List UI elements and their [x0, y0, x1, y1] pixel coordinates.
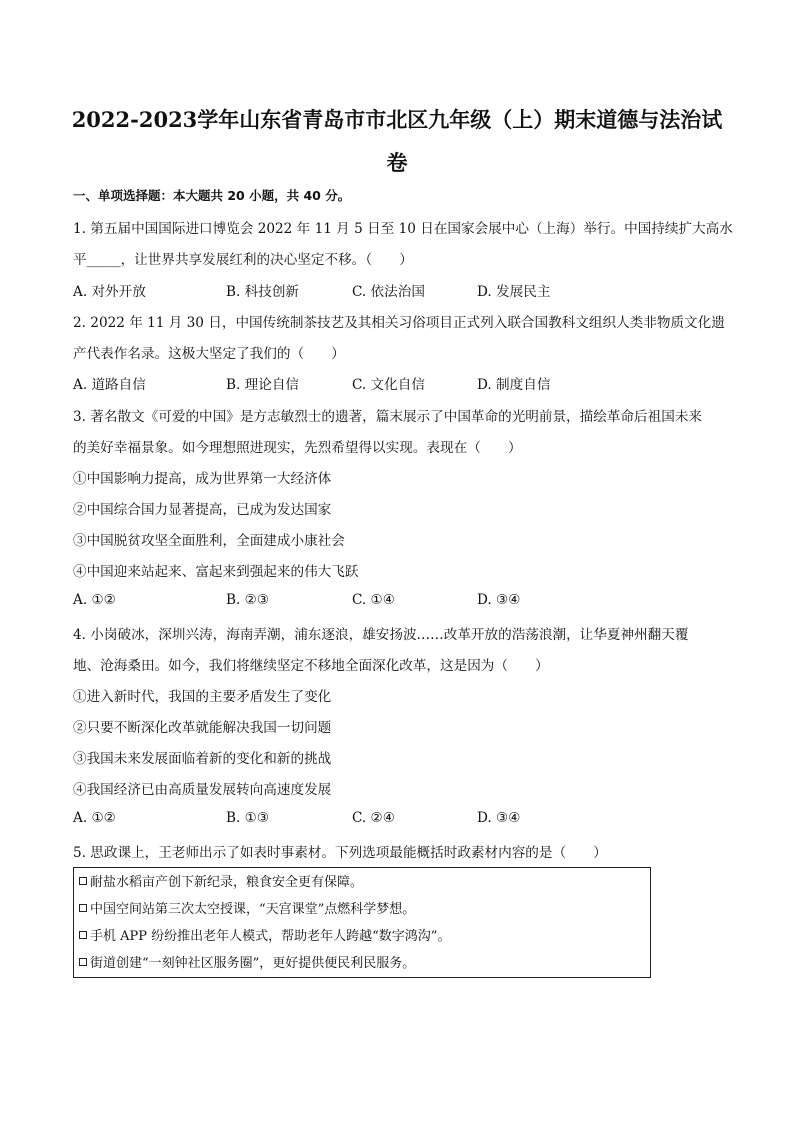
q5-line-1: 5. 思政课上，王老师出示了如表时事素材。下列选项最能概括时政素材内容的是（ ）: [73, 845, 607, 861]
q4-option-a[interactable]: A. ①②: [73, 810, 116, 826]
q3-item-2: ②中国综合国力显著提高，已成为发达国家: [73, 502, 332, 518]
q4-item-1: ①进入新时代，我国的主要矛盾发生了变化: [73, 689, 332, 705]
q2-line-1: 2. 2022 年 11 月 30 日，中国传统制茶技艺及其相关习俗项目正式列入联合国教科文组织人类非物质文化遗: [73, 315, 725, 331]
q1-option-b[interactable]: B. 科技创新: [226, 284, 300, 300]
q3-item-1: ①中国影响力提高，成为世界第一大经济体: [73, 471, 332, 487]
q3-option-c[interactable]: C. ①④: [352, 592, 395, 608]
q2-option-d[interactable]: D. 制度自信: [477, 377, 551, 393]
q4-item-4: ④我国经济已由高质量发展转向高速度发展: [73, 782, 332, 798]
q3-line-1: 3. 著名散文《可爱的中国》是方志敏烈士的遗著，篇末展示了中国革命的光明前景，描绘革命后祖国未来: [73, 409, 703, 425]
q2-option-b[interactable]: B. 理论自信: [226, 377, 300, 393]
exam-title: [60, 98, 734, 184]
q2-option-a[interactable]: A. 道路自信: [73, 377, 146, 393]
section-heading: 一、单项选择题：本大题共 20 小题，共 40 分。: [73, 188, 351, 203]
q4-item-2: ②只要不断深化改革就能解决我国一切问题: [73, 720, 332, 736]
q3-option-d[interactable]: D. ③④: [477, 592, 521, 608]
square-bullet-icon: [79, 904, 87, 912]
q1-line-2: 平_____，让世界共享发展红利的决心坚定不移。（ ）: [73, 252, 413, 268]
q5-material-item: [79, 898, 415, 917]
q4-option-c[interactable]: C. ②④: [352, 810, 395, 826]
q3-option-b[interactable]: B. ②③: [226, 592, 270, 608]
q5-material-text: 街道创建“一刻钟社区服务圈”，更好提供便民利民服务。: [90, 956, 416, 971]
q5-material-item: [79, 871, 363, 890]
q3-option-a[interactable]: A. ①②: [73, 592, 116, 608]
q2-option-c[interactable]: C. 文化自信: [352, 377, 425, 393]
q3-item-3: ③中国脱贫攻坚全面胜利，全面建成小康社会: [73, 533, 345, 549]
q1-line-1: 1. 第五届中国国际进口博览会 2022 年 11 月 5 日至 10 日在国家会展中心（上海）举行。中国持续扩大高水: [73, 221, 733, 237]
q1-option-d[interactable]: D. 发展民主: [477, 284, 551, 300]
square-bullet-icon: [79, 877, 87, 885]
q5-material-text: 中国空间站第三次太空授课，“天宫课堂”点燃科学梦想。: [90, 902, 416, 917]
q1-option-a[interactable]: A. 对外开放: [73, 284, 146, 300]
q1-option-c[interactable]: C. 依法治国: [352, 284, 425, 300]
square-bullet-icon: [79, 958, 87, 966]
q4-item-3: ③我国未来发展面临着新的变化和新的挑战: [73, 751, 332, 767]
q5-material-item: [79, 925, 450, 944]
q5-material-item: [79, 952, 415, 971]
q4-option-b[interactable]: B. ①③: [226, 810, 270, 826]
q4-line-2: 地、沧海桑田。如今，我们将继续坚定不移地全面深化改革，这是因为（ ）: [73, 658, 549, 674]
q3-item-4: ④中国迎来站起来、富起来到强起来的伟大飞跃: [73, 564, 359, 580]
q5-material-text: 耐盐水稻亩产创下新纪录，粮食安全更有保障。: [90, 875, 364, 890]
q3-line-2: 的美好幸福景象。如今理想照进现实，先烈希望得以实现。表现在（ ）: [73, 440, 522, 456]
q2-line-2: 产代表作名录。这极大坚定了我们的（ ）: [73, 346, 345, 362]
square-bullet-icon: [79, 931, 87, 939]
title-line-1: 2022-2023学年山东省青岛市市北区九年级（上）期末道德与法治试: [71, 107, 723, 132]
q4-line-1: 4. 小岗破冰，深圳兴涛，海南弄潮，浦东逐浪，雄安扬波……改革开放的浩荡浪潮，让华夏神州翻天覆: [73, 627, 689, 643]
title-line-2: 卷: [386, 150, 408, 175]
q5-material-text: 手机 APP 纷纷推出老年人模式，帮助老年人跨越“数字鸿沟”。: [90, 929, 451, 944]
q5-material-box: [73, 867, 651, 978]
q4-option-d[interactable]: D. ③④: [477, 810, 521, 826]
